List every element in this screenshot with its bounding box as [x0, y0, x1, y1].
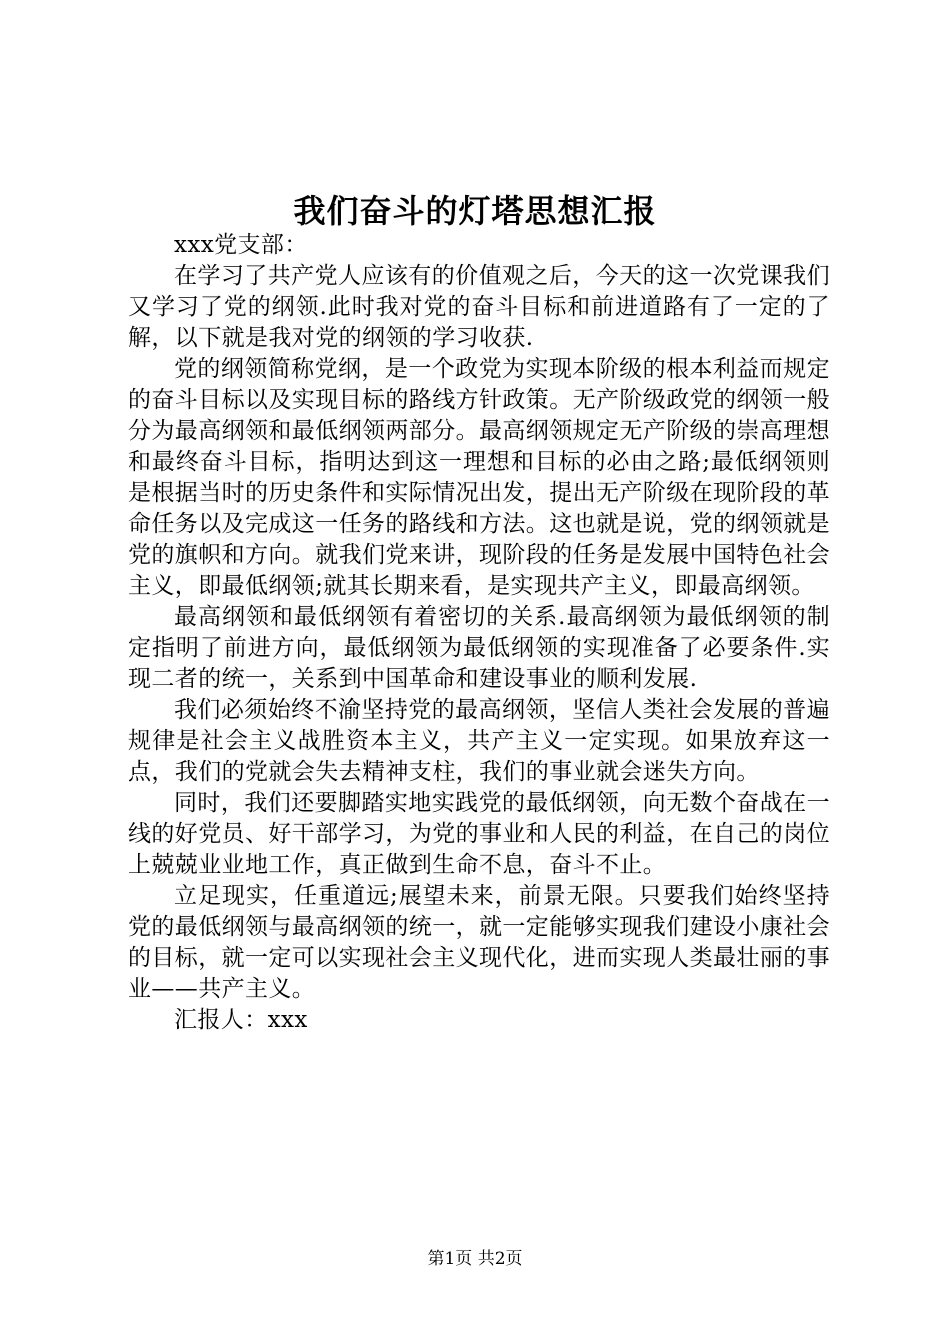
- page-title: 我们奋斗的灯塔思想汇报: [293, 192, 657, 230]
- paragraph: 立足现实，任重道远;展望未来，前景无限。只要我们始终坚持党的最低纲领与最高纲领的统一，就一定能够实现我们建设小康社会的目标，就一定可以实现社会主义现代化，进而实现人类最壮丽的事业——共产主义。: [128, 883, 830, 1002]
- paragraph: 最高纲领和最低纲领有着密切的关系.最高纲领为最低纲领的制定指明了前进方向，最低纲领为最低纲领的实现准备了必要条件.实现二者的统一，关系到中国革命和建设事业的顺利发展.: [128, 604, 830, 692]
- paragraph: 在学习了共产党人应该有的价值观之后，今天的这一次党课我们又学习了党的纲领.此时我对党的奋斗目标和前进道路有了一定的了解，以下就是我对党的纲领的学习收获.: [128, 263, 830, 351]
- paragraph: 同时，我们还要脚踏实地实践党的最低纲领，向无数个奋战在一线的好党员、好干部学习，为党的事业和人民的利益，在自己的岗位上兢兢业业地工作，真正做到生命不息，奋斗不止。: [128, 790, 830, 878]
- document-body: [128, 230, 830, 1036]
- paragraph: 党的纲领简称党纲，是一个政党为实现本阶级的根本利益而规定的奋斗目标以及实现目标的路线方针政策。无产阶级政党的纲领一般分为最高纲领和最低纲领两部分。最高纲领规定无产阶级的崇高理想和最终奋斗目标，指明达到这一理想和目标的必由之路;最低纲领则是根据当时的历史条件和实际情况出发，提出无产阶级在现阶段的革命任务以及完成这一任务的路线和方法。这也就是说，党的纲领就是党的旗帜和方向。就我们党来讲，现阶段的任务是发展中国特色社会主义，即最低纲领;就其长期来看，是实现共产主义，即最高纲领。: [128, 356, 830, 599]
- page-number-footer: 第1页 共2页: [427, 1249, 523, 1269]
- paragraph: 我们必须始终不渝坚持党的最高纲领，坚信人类社会发展的普遍规律是社会主义战胜资本主义，共产主义一定实现。如果放弃这一点，我们的党就会失去精神支柱，我们的事业就会迷失方向。: [128, 697, 830, 785]
- signature: 汇报人：xxx: [174, 1007, 308, 1033]
- salutation: xxx党支部：: [174, 232, 308, 258]
